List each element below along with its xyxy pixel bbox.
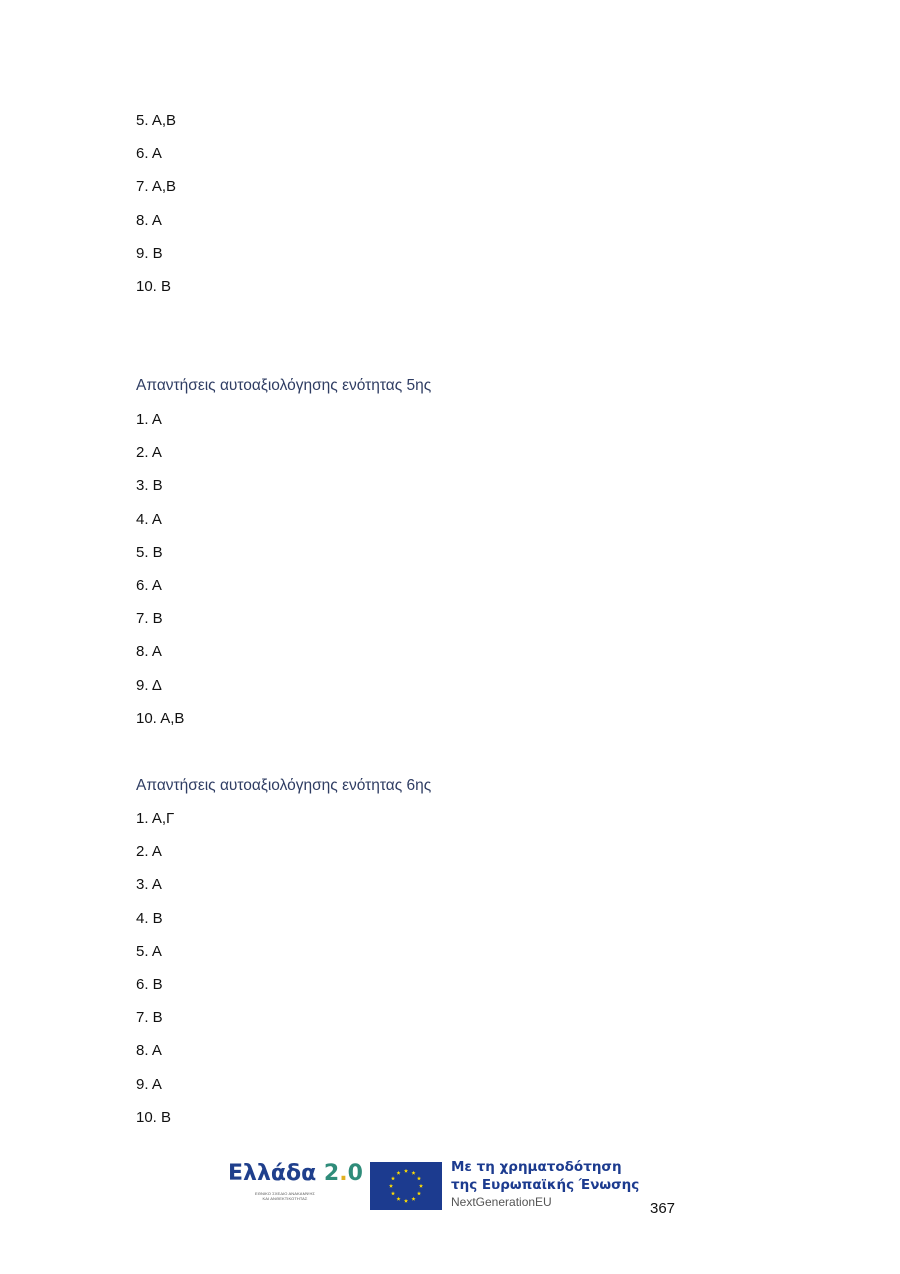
answer-item: 10. Β bbox=[136, 1108, 172, 1126]
eu-star-icon bbox=[391, 1191, 395, 1195]
eu-star-icon bbox=[417, 1176, 421, 1180]
answer-item: 3. Α bbox=[136, 876, 162, 894]
section-5-heading: Απαντήσεις αυτοαξιολόγησης ενότητας 5ης bbox=[136, 377, 432, 394]
greece-logo-subtitle-line2: ΚΑΙ ΑΝΘΕΚΤΙΚΟΤΗΤΑΣ bbox=[262, 1196, 308, 1201]
eu-flag-stars-icon bbox=[370, 1162, 442, 1210]
answer-item: 5. Α bbox=[136, 942, 162, 960]
eu-star-icon bbox=[404, 1169, 408, 1173]
eu-star-icon bbox=[396, 1197, 400, 1201]
greece-logo-word: Ελλάδα bbox=[228, 1161, 317, 1186]
greece-logo-subtitle-line1: ΕΘΝΙΚΟ ΣΧΕΔΙΟ ΑΝΑΚΑΜΨΗΣ bbox=[254, 1191, 316, 1196]
answer-item: 6. Α bbox=[136, 145, 162, 163]
eu-star-icon bbox=[411, 1197, 415, 1201]
section-6-heading: Απαντήσεις αυτοαξιολόγησης ενότητας 6ης bbox=[136, 777, 432, 794]
greece-logo-number-dot: . bbox=[339, 1161, 348, 1186]
answer-item: 10. Α,Β bbox=[136, 709, 185, 727]
eu-star-icon bbox=[419, 1184, 423, 1188]
answer-item: 8. Α bbox=[136, 1042, 162, 1060]
answer-list-section-5 bbox=[136, 403, 184, 735]
answer-item: 4. Α bbox=[136, 510, 162, 528]
eu-star-icon bbox=[417, 1191, 421, 1195]
answer-item: 1. Α bbox=[136, 411, 162, 428]
answer-item: 2. Α bbox=[136, 444, 162, 462]
answer-item: 8. Α bbox=[136, 643, 162, 661]
answer-item: 7. Β bbox=[136, 610, 163, 628]
answer-item: 2. Α bbox=[136, 843, 162, 861]
eu-star-icon bbox=[411, 1171, 415, 1175]
answer-item: 5. Α,Β bbox=[136, 112, 177, 129]
answer-item: 6. Β bbox=[136, 975, 163, 993]
eu-flag-icon bbox=[370, 1162, 442, 1210]
answer-item: 6. Α bbox=[136, 576, 162, 594]
answer-item: 8. Α bbox=[136, 211, 162, 229]
answer-item: 9. Α bbox=[136, 1075, 162, 1093]
greece-logo-subtitle bbox=[250, 1191, 320, 1201]
answer-list-continued bbox=[136, 104, 176, 303]
eu-star-icon bbox=[391, 1176, 395, 1180]
eu-star-icon bbox=[389, 1184, 393, 1188]
greece-2-0-wordmark bbox=[228, 1160, 363, 1188]
greece-logo-number-main: 2 bbox=[323, 1161, 340, 1186]
answer-list-section-6 bbox=[136, 802, 174, 1134]
eu-funding-line2: της Ευρωπαϊκής Ένωσης bbox=[451, 1177, 640, 1193]
answer-item: 1. Α,Γ bbox=[136, 810, 175, 827]
answer-item: 9. Δ bbox=[136, 676, 162, 694]
answer-item: 4. Β bbox=[136, 909, 163, 927]
page-footer bbox=[0, 1150, 900, 1230]
eu-funding-line1: Με τη χρηματοδότηση bbox=[451, 1159, 622, 1175]
eu-funding-text bbox=[451, 1158, 639, 1211]
answer-item: 7. Α,Β bbox=[136, 178, 177, 196]
answer-item: 9. Β bbox=[136, 244, 163, 262]
greece-2-0-logo bbox=[228, 1160, 363, 1208]
answer-item: 7. Β bbox=[136, 1009, 163, 1027]
answer-item: 5. Β bbox=[136, 543, 163, 561]
eu-star-icon bbox=[396, 1171, 400, 1175]
answer-item: 3. Β bbox=[136, 477, 163, 495]
eu-star-icon bbox=[404, 1199, 408, 1203]
page-number: 367 bbox=[650, 1200, 676, 1217]
greece-logo-number-end: 0 bbox=[347, 1161, 363, 1186]
next-generation-eu-label: NextGenerationEU bbox=[451, 1195, 552, 1209]
answer-item: 10. Β bbox=[136, 277, 172, 295]
